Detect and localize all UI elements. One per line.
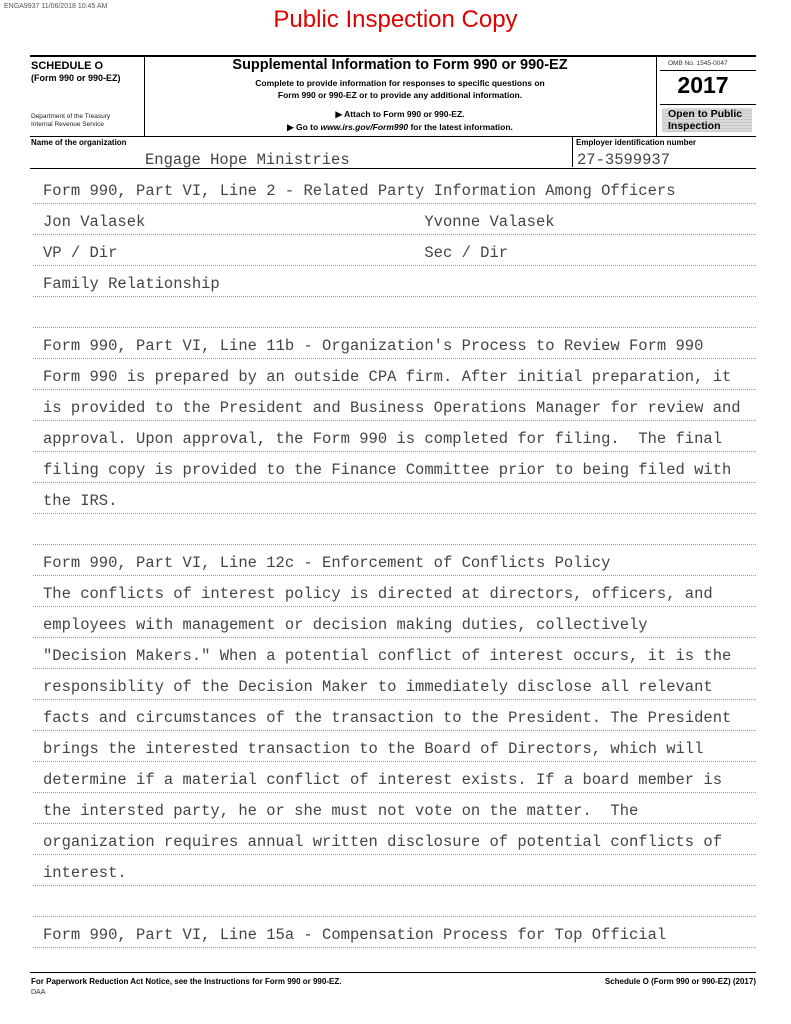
schedule-text-line: "Decision Makers." When a potential conflict of interest occurs, it is the (43, 647, 732, 665)
footer-rule (30, 972, 756, 973)
goto-instruction (180, 122, 620, 133)
dotted-entry-line (33, 885, 756, 886)
schedule-form-ref: (Form 990 or 990-EZ) (31, 73, 121, 83)
schedule-text-line: Form 990, Part VI, Line 12c - Enforcement of Conflicts Policy (43, 554, 611, 572)
goto-suffix: for the latest information. (408, 122, 513, 132)
dotted-entry-line (33, 203, 756, 204)
dotted-entry-line (33, 265, 756, 266)
dotted-entry-line (33, 916, 756, 917)
schedule-text-line: the intersted party, he or she must not vote on the matter. The (43, 802, 639, 820)
dotted-entry-line (33, 637, 756, 638)
print-stamp: ENGA9937 11/06/2018 10:45 AM (4, 3, 108, 10)
goto-prefix: ▶ Go to (287, 122, 321, 132)
ein-label: Employer identification number (576, 138, 697, 147)
dotted-entry-line (33, 482, 756, 483)
dotted-entry-line (33, 358, 756, 359)
dotted-entry-line (33, 327, 756, 328)
org-name-label: Name of the organization (31, 138, 127, 147)
dotted-entry-line (33, 730, 756, 731)
org-name-value: Engage Hope Ministries (145, 151, 350, 169)
schedule-text-line: facts and circumstances of the transaction to the President. The President (43, 709, 732, 727)
dotted-entry-line (33, 606, 756, 607)
department-label (31, 113, 110, 129)
schedule-text-line: interest. (43, 864, 127, 882)
schedule-text-line: is provided to the President and Business Operations Manager for review and (43, 399, 741, 417)
schedule-text-line: filing copy is provided to the Finance Committee prior to being filed with (43, 461, 732, 479)
goto-url: www.irs.gov/Form990 (320, 122, 409, 132)
tax-year: 2017 (677, 72, 729, 98)
schedule-text-line: organization requires annual written disclosure of potential conflicts of (43, 833, 723, 851)
schedule-text-line: Form 990, Part VI, Line 2 - Related Party Information Among Officers (43, 182, 676, 200)
open-to-public-box (662, 108, 752, 132)
dotted-entry-line (33, 854, 756, 855)
schedule-text-line: VP / Dir Sec / Dir (43, 244, 509, 262)
dotted-entry-line (33, 513, 756, 514)
schedule-text-line: determine if a material conflict of interest exists. If a board member is (43, 771, 723, 789)
open-to-public-line-1: Open to Public (668, 108, 743, 120)
schedule-text-line: brings the interested transaction to the Board of Directors, which will (43, 740, 704, 758)
schedule-text-line: employees with management or decision making duties, collectively (43, 616, 648, 634)
dotted-entry-line (33, 699, 756, 700)
schedule-text-line: Form 990, Part VI, Line 11b - Organization's Process to Review Form 990 (43, 337, 704, 355)
form-subtitle-line-1: Complete to provide information for responses to specific questions on (255, 78, 545, 88)
dotted-entry-line (33, 792, 756, 793)
dotted-entry-line (33, 544, 756, 545)
header-divider-left (144, 56, 145, 136)
department-line-2: Internal Revenue Service (31, 121, 104, 128)
schedule-text-line: Family Relationship (43, 275, 220, 293)
dotted-entry-line (33, 575, 756, 576)
dotted-entry-line (33, 234, 756, 235)
schedule-text-line: responsiblity of the Decision Maker to immediately disclose all relevant (43, 678, 713, 696)
attach-instruction: ▶ Attach to Form 990 or 990-EZ. (335, 109, 465, 119)
ein-divider (572, 137, 573, 167)
schedule-text-line: Form 990 is prepared by an outside CPA firm. After initial preparation, it (43, 368, 732, 386)
schedule-title: SCHEDULE O (31, 60, 104, 72)
dotted-entry-line (33, 451, 756, 452)
dotted-entry-line (33, 389, 756, 390)
dotted-entry-line (33, 420, 756, 421)
public-inspection-banner: Public Inspection Copy (273, 6, 518, 33)
daa-label: DAA (31, 989, 46, 996)
header-bottom-rule (30, 136, 756, 137)
schedule-text-line: Form 990, Part VI, Line 15a - Compensation Process for Top Official (43, 926, 667, 944)
dotted-entry-line (33, 823, 756, 824)
department-line-1: Department of the Treasury (31, 113, 111, 120)
schedule-text-line: The conflicts of interest policy is directed at directors, officers, and (43, 585, 713, 603)
dotted-entry-line (33, 947, 756, 948)
schedule-text-line: the IRS. (43, 492, 118, 510)
form-subtitle (215, 77, 585, 101)
ein-value: 27-3599937 (577, 151, 671, 169)
dotted-entry-line (33, 761, 756, 762)
schedule-text-line: approval. Upon approval, the Form 990 is completed for filing. The final (43, 430, 723, 448)
schedule-text-line: Jon Valasek Yvonne Valasek (43, 213, 555, 231)
dotted-entry-line (33, 296, 756, 297)
form-title: Supplemental Information to Form 990 or 990-EZ (232, 57, 568, 73)
omb-number: OMB No. 1545-0047 (668, 60, 728, 67)
omb-rule (660, 70, 756, 71)
schedule-footer-id: Schedule O (Form 990 or 990-EZ) (2017) (604, 977, 756, 986)
year-rule (660, 104, 756, 105)
form-subtitle-line-2: Form 990 or 990-EZ or to provide any additional information. (277, 90, 523, 100)
org-row-rule (30, 168, 756, 169)
dotted-entry-line (33, 668, 756, 669)
paperwork-notice: For Paperwork Reduction Act Notice, see the Instructions for Form 990 or 990-EZ. (31, 977, 342, 986)
open-to-public-line-2: Inspection (668, 120, 721, 132)
